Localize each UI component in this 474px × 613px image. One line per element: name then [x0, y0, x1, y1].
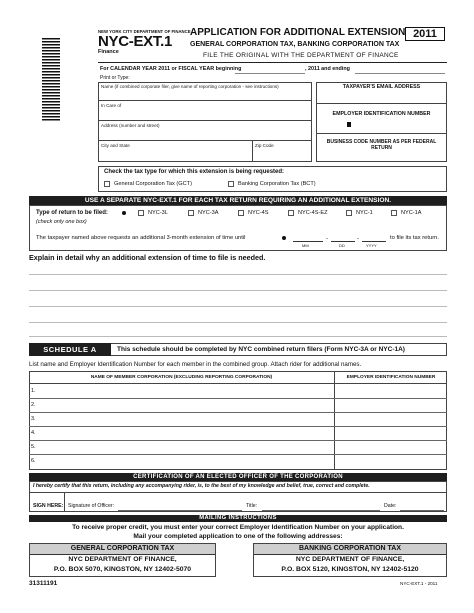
- title-field[interactable]: [262, 510, 380, 511]
- return-type-label: Type of return to be filed:: [36, 210, 108, 216]
- header-rule: [98, 62, 447, 63]
- nyc-4s-ez-label: NYC-4S-EZ: [298, 210, 328, 216]
- file-note: FILE THE ORIGINAL WITH THE DEPARTMENT OF FINANCE: [203, 52, 399, 59]
- member-row-number: 2.: [31, 402, 36, 408]
- nyc-3l-label: NYC-3L: [148, 210, 168, 216]
- member-row[interactable]: [29, 454, 447, 455]
- ein-label: EMPLOYER IDENTIFICATION NUMBER: [332, 111, 431, 117]
- return-type-sub: (check only one box): [36, 219, 87, 225]
- schedule-a-instr: List name and Employer Identification Number for each member in the combined group. Attach rider for additional names.: [29, 361, 362, 368]
- nyc-3a-label: NYC-3A: [198, 210, 219, 216]
- in-care-of-label: In Care of: [101, 103, 122, 108]
- members-col2-header: EMPLOYER IDENTIFICATION NUMBER: [346, 375, 436, 380]
- members-col-divider: [334, 371, 335, 470]
- separate-form-bar: USE A SEPARATE NYC-EXT.1 FOR EACH TAX RETURN REQUIRING AN ADDITIONAL EXTENSION.: [29, 196, 447, 205]
- city-state-label: City and State: [101, 143, 130, 148]
- name-label: Name (if combined corporate filer, give name of reporting corporation - see instructions): [101, 84, 279, 89]
- ext-yyyy-field[interactable]: [362, 241, 386, 242]
- barcode: [42, 38, 60, 122]
- explain-heading: Explain in detail why an additional extension of time to file is needed.: [29, 253, 266, 262]
- return-type-bullet-icon: [122, 211, 126, 215]
- member-row-number: 3.: [31, 416, 36, 422]
- zip-divider: [252, 140, 253, 162]
- nyc-1a-label: NYC-1A: [401, 210, 422, 216]
- explain-line-5[interactable]: [29, 336, 447, 337]
- extension-bullet-icon: [282, 236, 286, 240]
- nyc-1-label: NYC-1: [356, 210, 373, 216]
- fy-begin-field[interactable]: [235, 73, 305, 74]
- period-text: For CALENDAR YEAR 2011 or FISCAL YEAR beginning: [100, 66, 242, 72]
- certification-text: I hereby certify that this return, including any accompanying rider, is, to the best of my knowledge and belief, true, correct and complete.: [33, 483, 370, 489]
- dept-small-text: NEW YORK CITY DEPARTMENT OF FINANCE: [98, 29, 191, 34]
- period-mid: , 2011 and ending: [305, 66, 350, 72]
- member-row[interactable]: [29, 426, 447, 427]
- nyc-4s-label: NYC-4S: [248, 210, 269, 216]
- form-subtitle: GENERAL CORPORATION TAX, BANKING CORPORATION TAX: [190, 41, 400, 48]
- explain-line-4[interactable]: [29, 322, 447, 323]
- member-row-number: 5.: [31, 444, 36, 450]
- member-row[interactable]: [29, 412, 447, 413]
- fy-end-field[interactable]: [355, 73, 445, 74]
- members-table: [29, 371, 447, 470]
- year-box: 2011: [405, 27, 445, 41]
- zip-label: Zip Code: [255, 143, 274, 148]
- tax-type-heading: Check the tax type for which this extension is being requested:: [104, 169, 285, 175]
- bct-address-line1: NYC DEPARTMENT OF FINANCE,: [295, 556, 405, 563]
- gct-address-line2: P.O. BOX 5070, KINGSTON, NY 12402-5070: [53, 566, 192, 573]
- footer-right: NYC-EXT.1 - 2011: [400, 581, 438, 586]
- business-code-label: BUSINESS CODE NUMBER AS PER FEDERAL RETURN: [326, 139, 437, 151]
- ext-mm-field[interactable]: [293, 241, 323, 242]
- email-field[interactable]: [316, 103, 447, 104]
- members-col1-header: NAME OF MEMBER CORPORATION (EXCLUDING REPORTING CORPORATION): [90, 375, 273, 380]
- schedule-a-tag: SCHEDULE A: [29, 343, 111, 356]
- email-label: TAXPAYER'S EMAIL ADDRESS: [342, 84, 421, 90]
- in-care-of-field[interactable]: [98, 120, 312, 121]
- date-label: Date:: [384, 503, 397, 509]
- member-row-number: 4.: [31, 430, 36, 436]
- form-title: APPLICATION FOR ADDITIONAL EXTENSION: [190, 27, 406, 38]
- bct-address-box: [253, 543, 447, 577]
- nyc-1-checkbox[interactable]: [346, 210, 352, 216]
- form-logo: NYC-EXT.1: [98, 33, 172, 50]
- gct-label: General Corporation Tax (GCT): [114, 181, 192, 187]
- address-field[interactable]: [98, 140, 312, 141]
- member-row-number: 1.: [31, 388, 36, 394]
- explain-line-1[interactable]: [29, 274, 447, 275]
- title-label: Title:: [246, 503, 258, 509]
- gct-address-head: GENERAL CORPORATION TAX: [30, 544, 215, 555]
- nyc-3l-checkbox[interactable]: [138, 210, 144, 216]
- signature-field[interactable]: [118, 510, 242, 511]
- member-row-number: 6.: [31, 458, 36, 464]
- date-field[interactable]: [400, 510, 444, 511]
- nyc-4s-checkbox[interactable]: [238, 210, 244, 216]
- nyc-4s-ez-checkbox[interactable]: [288, 210, 294, 216]
- mailing-line-1: To receive proper credit, you must enter your correct Employer Identification Number on your application.: [72, 524, 404, 531]
- explain-line-2[interactable]: [29, 290, 447, 291]
- sign-here-label: SIGN HERE:: [33, 503, 64, 509]
- bct-address-head: BANKING CORPORATION TAX: [254, 544, 446, 555]
- gct-checkbox[interactable]: [104, 181, 110, 187]
- ext-dd-field[interactable]: [331, 241, 355, 242]
- explain-line-3[interactable]: [29, 306, 447, 307]
- name-address-block: [98, 82, 312, 162]
- bct-label: Banking Corporation Tax (BCT): [238, 181, 316, 187]
- nyc-3a-checkbox[interactable]: [188, 210, 194, 216]
- mm-label: MM: [302, 243, 309, 248]
- extension-suffix: to file its tax return.: [390, 235, 439, 241]
- member-row[interactable]: [29, 440, 447, 441]
- bct-checkbox[interactable]: [228, 181, 234, 187]
- address-label: Address (number and street): [101, 123, 160, 128]
- signature-label: Signature of Officer:: [68, 503, 115, 509]
- gct-address-line1: NYC DEPARTMENT OF FINANCE,: [68, 556, 177, 563]
- mailing-line-2: Mail your completed application to one of the following addresses:: [133, 533, 343, 540]
- ein-marker-icon: [347, 122, 351, 127]
- mailing-bar: MAILING INSTRUCTIONS: [29, 515, 447, 522]
- ein-field[interactable]: [316, 133, 447, 134]
- member-row[interactable]: [29, 398, 447, 399]
- certification-bar: CERTIFICATION OF AN ELECTED OFFICER OF THE CORPORATION: [29, 473, 447, 481]
- form-code: 31311191: [29, 580, 58, 587]
- dd-label: DD: [339, 243, 345, 248]
- finance-label: Finance: [98, 49, 119, 55]
- yyyy-label: YYYY: [366, 243, 377, 248]
- sign-divider: [64, 492, 65, 512]
- certification-rule: [29, 492, 447, 493]
- members-header-rule: [29, 383, 447, 384]
- nyc-1a-checkbox[interactable]: [391, 210, 397, 216]
- name-field[interactable]: [98, 100, 312, 101]
- bct-address-line2: P.O. BOX 5120, KINGSTON, NY 12402-5120: [281, 566, 419, 573]
- extension-text: The taxpayer named above requests an additional 3-month extension of time until: [36, 235, 246, 241]
- gct-address-box: [29, 543, 216, 577]
- print-type: Print or Type:: [100, 75, 130, 81]
- schedule-a-text: This schedule should be completed by NYC combined return filers (Form NYC-3A or NYC-1A): [117, 346, 405, 353]
- date-dash-2: -: [357, 236, 359, 242]
- date-dash-1: -: [326, 236, 328, 242]
